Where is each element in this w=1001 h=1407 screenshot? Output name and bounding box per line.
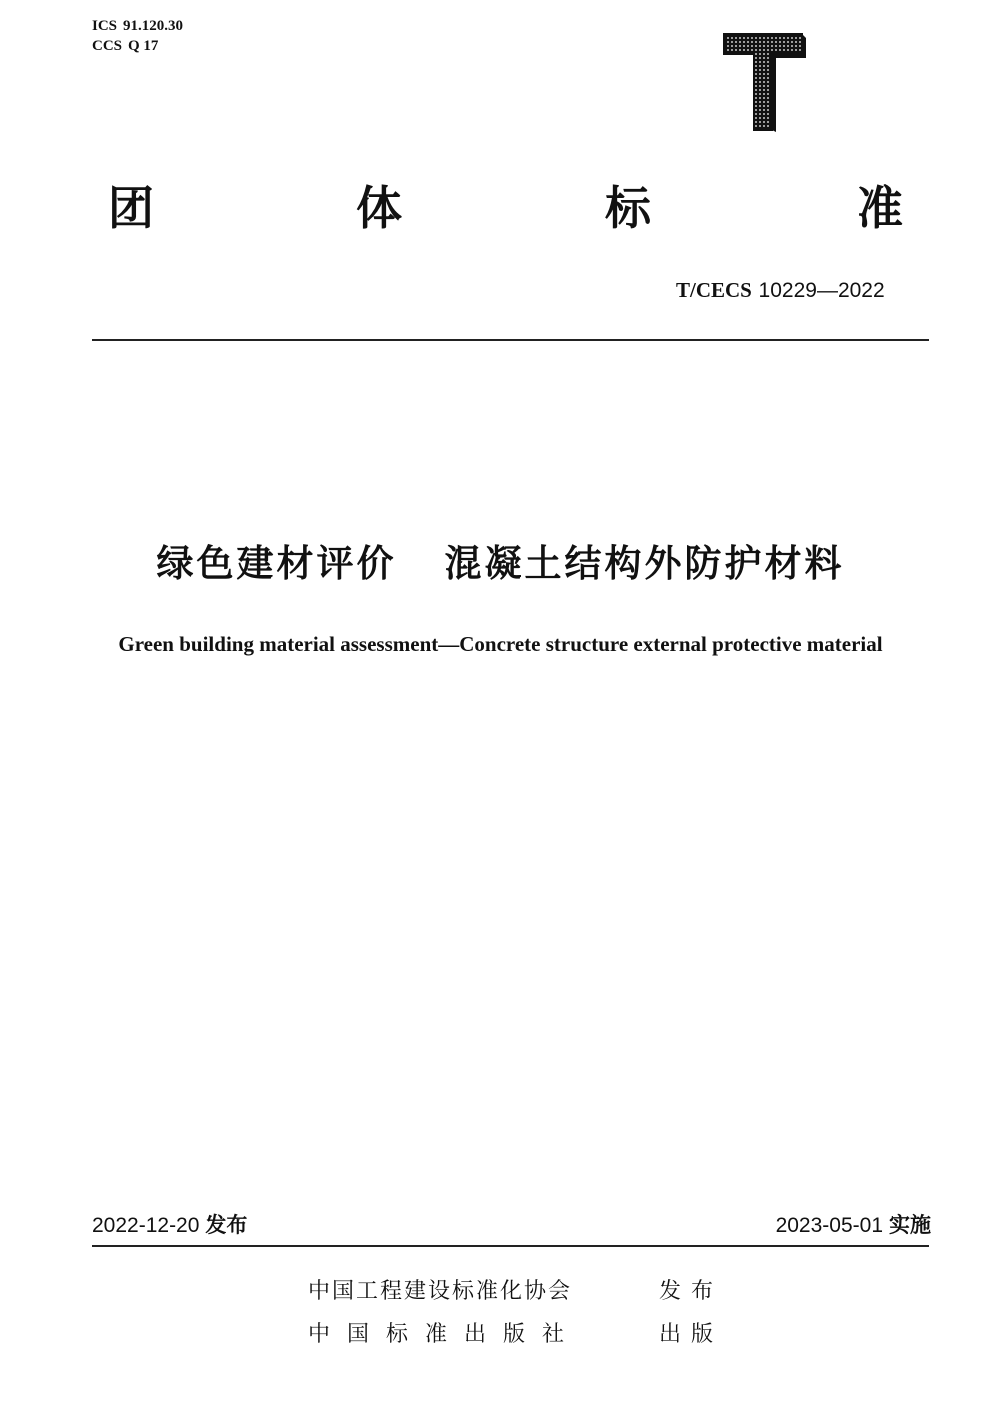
implement-date: 2023-05-01 <box>775 1214 883 1237</box>
classification-codes <box>92 16 189 56</box>
standard-code-number: 10229—2022 <box>758 279 885 302</box>
title-english: Green building material assessment—Concrete structure external protective material <box>118 632 883 656</box>
ics-value: 91.120.30 <box>123 18 184 34</box>
bottom-divider <box>92 1245 929 1247</box>
implement-label: 实施 <box>889 1213 931 1237</box>
standard-type-char-3: 标 <box>605 181 651 235</box>
publisher-role-2: 出版 <box>659 1322 724 1347</box>
standard-type-char-4: 准 <box>857 181 903 235</box>
standard-type-char-2: 体 <box>356 181 402 235</box>
issue-date: 2022-12-20 <box>92 1214 200 1237</box>
publisher-name-1: 中国工程建设标准化协会 <box>308 1279 573 1304</box>
title-chinese <box>0 536 1001 592</box>
top-divider <box>92 339 929 341</box>
ccs-label: CCS <box>92 38 123 54</box>
standard-code <box>676 276 885 305</box>
title-chinese-part1: 绿色建材评价 <box>156 542 397 585</box>
ccs-row <box>92 36 189 56</box>
ics-row <box>92 16 189 36</box>
publisher-name-2: 中国标准出版社 <box>308 1322 582 1347</box>
issue-date-line <box>92 1211 247 1240</box>
ics-label: ICS <box>92 18 118 34</box>
implement-date-line <box>776 1211 931 1240</box>
standard-t-mark-icon <box>722 32 806 132</box>
title-chinese-part2: 混凝土结构外防护材料 <box>444 542 845 585</box>
standard-type-char-1: 团 <box>108 181 154 235</box>
standard-code-prefix: T/CECS <box>676 278 752 302</box>
publisher-role-1: 发布 <box>659 1279 724 1304</box>
issue-label: 发布 <box>205 1213 248 1237</box>
ccs-value: Q 17 <box>128 38 159 54</box>
